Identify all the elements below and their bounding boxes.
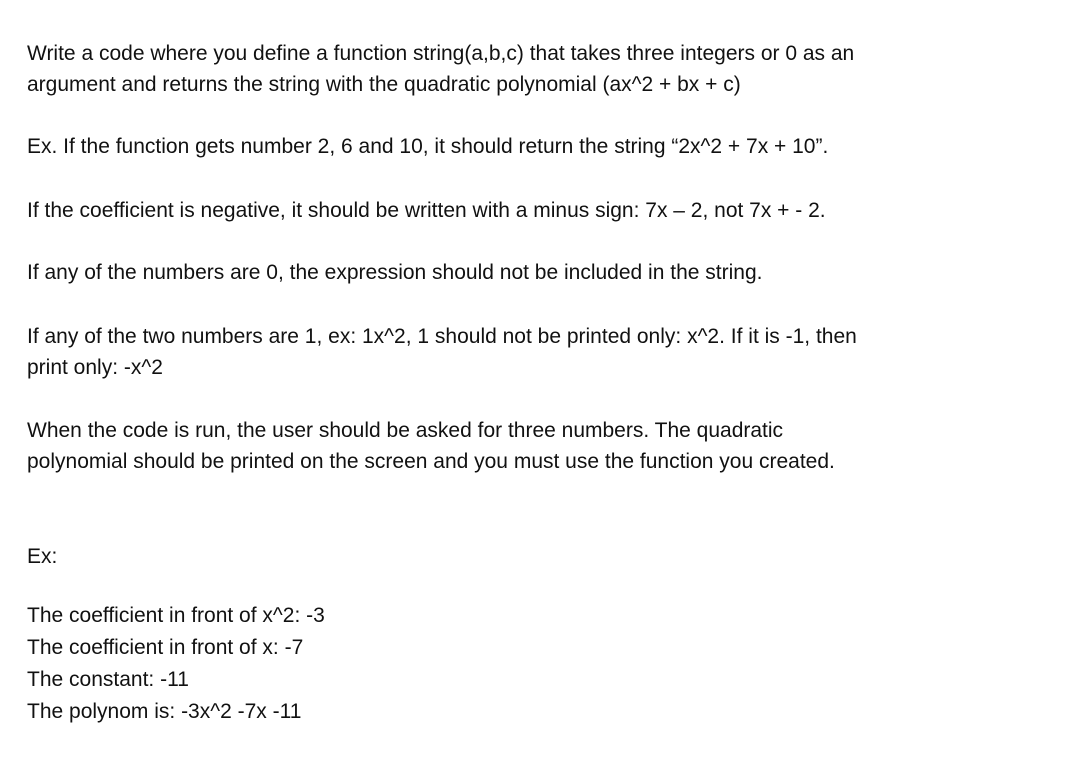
task-description-paragraph: Write a code where you define a function string(a,b,c) that takes three integers or 0 as an argument and returns the string with the quadratic polynomial (ax^2 + bx + c)	[27, 42, 855, 96]
zero-coefficient-rule: If any of the numbers are 0, the expression should not be included in the string.	[27, 261, 763, 284]
negative-coefficient-rule: If the coefficient is negative, it should be written with a minus sign: 7x – 2, not 7x + - 2.	[27, 199, 826, 222]
example-heading: Ex:	[27, 545, 58, 568]
example-output-block	[27, 600, 325, 728]
run-instructions-paragraph: When the code is run, the user should be asked for three numbers. The quadratic polynomial should be printed on the screen and you must use the function you created.	[27, 419, 835, 473]
unit-coefficient-rule: If any of the two numbers are 1, ex: 1x^2, 1 should not be printed only: x^2. If it is -1, then print only: -x^2	[27, 325, 857, 379]
example-output-line: The coefficient in front of x^2: -3	[27, 604, 325, 627]
example-output-line: The coefficient in front of x: -7	[27, 636, 304, 659]
example-output-line: The constant: -11	[27, 668, 189, 691]
example-output-line: The polynom is: -3x^2 -7x -11	[27, 700, 302, 723]
example-function-call-paragraph: Ex. If the function gets number 2, 6 and 10, it should return the string “2x^2 + 7x + 10”.	[27, 135, 829, 158]
